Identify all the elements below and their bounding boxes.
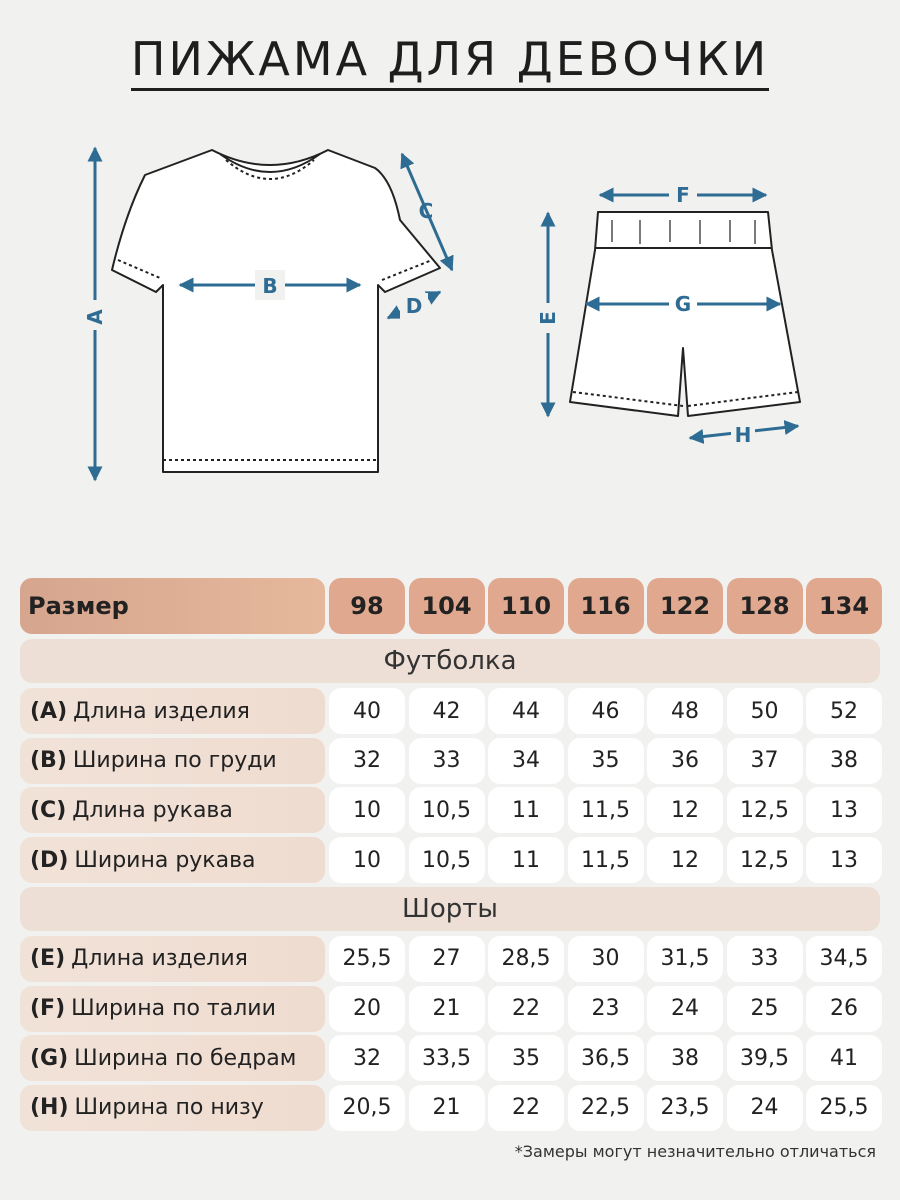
- row-label: [20, 688, 325, 734]
- row-label-text: Ширина по талии: [71, 996, 276, 1021]
- row-code: (H): [30, 1095, 69, 1121]
- value-cell: 50: [727, 688, 803, 734]
- value-cell: 41: [806, 1035, 882, 1081]
- label-d: D: [405, 294, 423, 318]
- label-h: H: [734, 423, 752, 447]
- size-header-cell: 134: [806, 578, 882, 634]
- value-cell: 52: [806, 688, 882, 734]
- value-cell: 36,5: [568, 1035, 644, 1081]
- label-e: E: [536, 311, 560, 325]
- value-cell: 10: [329, 787, 405, 833]
- value-cell: 28,5: [488, 936, 564, 982]
- garment-diagram: [0, 120, 900, 520]
- value-cell: 25,5: [329, 936, 405, 982]
- value-cell: 20: [329, 986, 405, 1032]
- value-cell: 12: [647, 837, 723, 883]
- value-cell: 22: [488, 986, 564, 1032]
- value-cell: 12,5: [727, 787, 803, 833]
- row-code: (A): [30, 698, 68, 724]
- size-header-cell: 110: [488, 578, 564, 634]
- value-cell: 37: [727, 738, 803, 784]
- row-label-text: Ширина по груди: [72, 748, 277, 774]
- tshirt-drawing: [112, 150, 440, 472]
- value-cell: 13: [806, 837, 882, 883]
- size-header-cell: 122: [647, 578, 723, 634]
- value-cell: 13: [806, 787, 882, 833]
- value-cell: 31,5: [647, 936, 723, 982]
- section-title: Футболка: [20, 639, 880, 683]
- value-cell: 25,5: [806, 1085, 882, 1131]
- value-cell: 25: [727, 986, 803, 1032]
- size-header-cell: 98: [329, 578, 405, 634]
- value-cell: 24: [727, 1085, 803, 1131]
- value-cell: 30: [568, 936, 644, 982]
- size-header-cell: 116: [568, 578, 644, 634]
- section-title: Шорты: [20, 887, 880, 931]
- row-code: (C): [30, 797, 67, 823]
- value-cell: 23,5: [647, 1085, 723, 1131]
- page-title-text: ПИЖАМА ДЛЯ ДЕВОЧКИ: [131, 32, 769, 91]
- value-cell: 11,5: [568, 837, 644, 883]
- value-cell: 23: [568, 986, 644, 1032]
- row-label: [20, 1085, 325, 1131]
- value-cell: 38: [647, 1035, 723, 1081]
- value-cell: 27: [409, 936, 485, 982]
- label-c: C: [418, 199, 434, 223]
- row-label-text: Длина изделия: [71, 946, 248, 972]
- label-a: A: [83, 309, 107, 325]
- value-cell: 44: [488, 688, 564, 734]
- row-label: [20, 986, 325, 1032]
- value-cell: 32: [329, 1035, 405, 1081]
- value-cell: 48: [647, 688, 723, 734]
- label-b: B: [262, 274, 278, 298]
- page-title: [0, 32, 900, 86]
- value-cell: 46: [568, 688, 644, 734]
- row-code: (D): [30, 847, 69, 873]
- value-cell: 38: [806, 738, 882, 784]
- row-label: [20, 837, 325, 883]
- value-cell: 21: [409, 986, 485, 1032]
- value-cell: 20,5: [329, 1085, 405, 1131]
- value-cell: 32: [329, 738, 405, 784]
- value-cell: 11: [488, 837, 564, 883]
- row-label-text: Ширина по низу: [74, 1095, 264, 1121]
- size-header-label: Размер: [20, 578, 325, 634]
- value-cell: 39,5: [727, 1035, 803, 1081]
- value-cell: 40: [329, 688, 405, 734]
- footnote: *Замеры могут незначительно отличаться: [514, 1142, 876, 1161]
- row-code: (E): [30, 946, 66, 972]
- value-cell: 35: [568, 738, 644, 784]
- value-cell: 22,5: [568, 1085, 644, 1131]
- row-label: [20, 1035, 325, 1081]
- value-cell: 33: [727, 936, 803, 982]
- size-header-cell: 128: [727, 578, 803, 634]
- value-cell: 33: [409, 738, 485, 784]
- size-header-cell: 104: [409, 578, 485, 634]
- value-cell: 10: [329, 837, 405, 883]
- label-f: F: [676, 183, 690, 207]
- value-cell: 35: [488, 1035, 564, 1081]
- value-cell: 12,5: [727, 837, 803, 883]
- label-g: G: [674, 292, 692, 316]
- value-cell: 33,5: [409, 1035, 485, 1081]
- row-label-text: Ширина по бедрам: [74, 1045, 297, 1071]
- value-cell: 26: [806, 986, 882, 1032]
- row-code: (G): [30, 1045, 69, 1071]
- row-label-text: Длина изделия: [73, 698, 250, 724]
- value-cell: 10,5: [409, 787, 485, 833]
- value-cell: 12: [647, 787, 723, 833]
- value-cell: 10,5: [409, 837, 485, 883]
- row-label: [20, 787, 325, 833]
- value-cell: 34,5: [806, 936, 882, 982]
- row-label-text: Длина рукава: [72, 797, 233, 823]
- row-code: (F): [30, 996, 66, 1021]
- value-cell: 36: [647, 738, 723, 784]
- row-code: (B): [30, 748, 67, 774]
- value-cell: 21: [409, 1085, 485, 1131]
- value-cell: 42: [409, 688, 485, 734]
- value-cell: 11: [488, 787, 564, 833]
- row-label: [20, 738, 325, 784]
- row-label-text: Ширина рукава: [74, 847, 256, 873]
- row-label: [20, 936, 325, 982]
- value-cell: 24: [647, 986, 723, 1032]
- value-cell: 22: [488, 1085, 564, 1131]
- value-cell: 11,5: [568, 787, 644, 833]
- value-cell: 34: [488, 738, 564, 784]
